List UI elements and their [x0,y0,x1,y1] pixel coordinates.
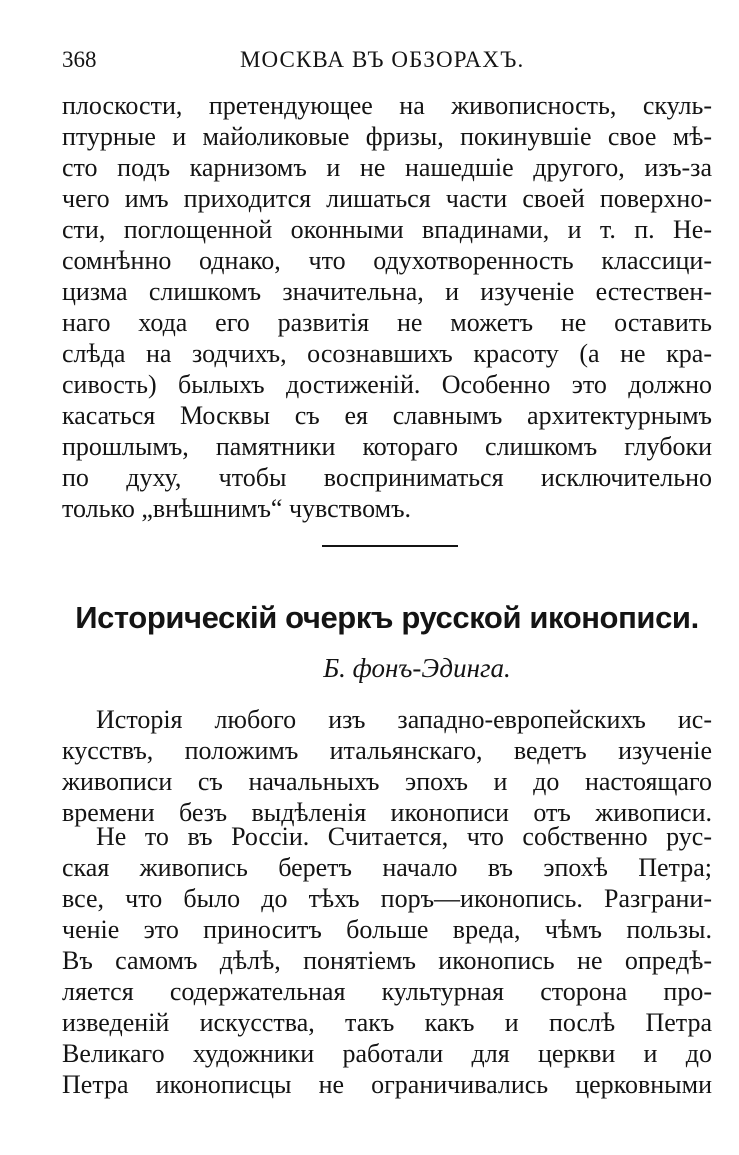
text-line: только „внѣшнимъ“ чувствомъ. [62,494,412,523]
text-line: прошлымъ, памятники котораго слишкомъ глубоки [62,432,712,461]
body-paragraph [62,821,712,1100]
text-line: птурные и майоликовые фризы, покинувшіе свое мѣ- [62,122,712,151]
text-line: сомнѣнно однако, что одухотворенность классици- [62,246,712,275]
text-line: времени безъ выдѣленія иконописи отъ живописи. [62,798,712,827]
text-line: ская живопись беретъ начало въ эпохѣ Петра; [62,853,712,882]
text-line: Великаго художники работали для церкви и до [62,1039,712,1068]
text-line: плоскости, претендующее на живописность, скуль- [62,91,712,120]
text-line: кусствъ, положимъ итальянскаго, ведетъ изученіе [62,736,712,765]
text-line: наго хода его развитія не можетъ не оставить [62,308,712,337]
text-line: сивость) былыхъ достиженій. Особенно это должно [62,370,712,399]
section-divider [322,545,458,547]
page-number: 368 [62,47,97,72]
text-line: изведеній искусства, такъ какъ и послѣ Петра [62,1008,712,1037]
text-line: ченіе это приноситъ больше вреда, чѣмъ пользы. [62,915,712,944]
text-line: слѣда на зодчихъ, осознавшихъ красоту (а не кра- [62,339,712,368]
text-line: живописи съ начальныхъ эпохъ и до настоящаго [62,767,712,796]
text-line: все, что было до тѣхъ поръ—иконопись. Разграни- [62,884,712,913]
continued-paragraph [62,90,712,524]
page-header [62,42,712,78]
article-title: Историческій очеркъ русской иконописи. [75,600,699,635]
text-line: сто подъ карнизомъ и не нашедшіе другого, изъ-за [62,153,712,182]
text-line: Не то въ Россіи. Считается, что собственно рус- [96,822,712,851]
running-title: МОСКВА ВЪ ОБЗОРАХЪ. [240,47,525,72]
text-line: Исторія любого изъ западно-европейскихъ ис- [96,705,712,734]
text-line: сти, поглощенной оконными впадинами, и т. п. Не- [62,215,712,244]
text-line: по духу, чтобы восприниматься исключительно [62,463,712,492]
text-line: касаться Москвы съ ея славнымъ архитектурнымъ [62,401,712,430]
article-author: Б. фонъ-Эдинга. [323,653,511,683]
text-line: ляется содержательная культурная сторона про- [62,977,712,1006]
body-paragraph [62,704,712,828]
text-line: чего имъ приходится лишаться части своей поверхно- [62,184,712,213]
text-line: цизма слишкомъ значительна, и изученіе естествен- [62,277,712,306]
text-line: Петра иконописцы не ограничивались церковными [62,1070,712,1099]
text-line: Въ самомъ дѣлѣ, понятіемъ иконопись не опредѣ- [62,946,712,975]
